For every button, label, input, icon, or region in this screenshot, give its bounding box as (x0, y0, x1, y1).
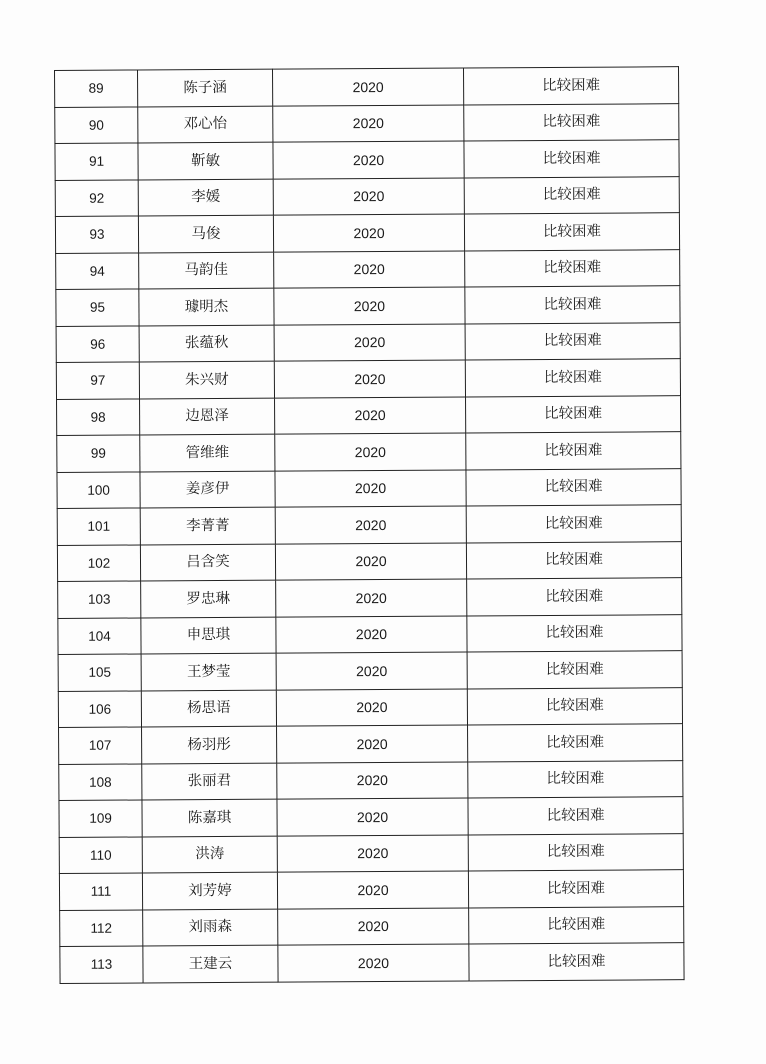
table-row (59, 797, 683, 837)
student-name-cell: 边恩泽 (140, 398, 275, 435)
difficulty-level-cell: 比较困难 (467, 687, 682, 725)
difficulty-level-cell: 比较困难 (464, 213, 679, 251)
difficulty-level-cell: 比较困难 (468, 870, 683, 908)
year-cell: 2020 (273, 104, 464, 142)
row-number-cell: 102 (57, 544, 140, 581)
difficulty-level-cell: 比较困难 (466, 395, 681, 433)
difficulty-level-cell: 比较困难 (467, 651, 682, 689)
year-cell: 2020 (278, 907, 469, 945)
difficulty-level-cell: 比较困难 (467, 578, 682, 616)
student-name-cell: 张丽君 (142, 763, 277, 800)
year-cell: 2020 (275, 396, 466, 434)
year-cell: 2020 (277, 725, 468, 763)
year-cell: 2020 (275, 506, 466, 544)
table-row (55, 140, 679, 180)
year-cell: 2020 (277, 761, 468, 799)
row-number-cell: 91 (55, 143, 138, 180)
student-name-cell: 杨思语 (141, 690, 276, 727)
row-number-cell: 107 (59, 727, 142, 764)
student-name-cell: 李媛 (138, 179, 273, 216)
student-table (54, 66, 685, 983)
table-row (59, 870, 683, 910)
difficulty-level-cell: 比较困难 (465, 249, 680, 287)
table-row (57, 541, 681, 581)
table-row (55, 176, 679, 216)
table-row (56, 286, 680, 326)
difficulty-level-cell: 比较困难 (466, 505, 681, 543)
row-number-cell: 90 (55, 106, 138, 143)
student-name-cell: 刘雨森 (143, 909, 278, 946)
row-number-cell: 106 (58, 690, 141, 727)
student-name-cell: 张蕴秋 (139, 325, 274, 362)
table-row (58, 651, 682, 691)
student-table-wrapper (54, 66, 680, 983)
year-cell: 2020 (274, 323, 465, 361)
year-cell: 2020 (277, 871, 468, 909)
row-number-cell: 111 (59, 873, 142, 910)
difficulty-level-cell: 比较困难 (469, 906, 684, 944)
student-name-cell: 王建云 (143, 945, 278, 982)
student-name-cell: 王梦莹 (141, 653, 276, 690)
row-number-cell: 104 (58, 617, 141, 654)
row-number-cell: 97 (56, 362, 139, 399)
row-number-cell: 103 (58, 581, 141, 618)
table-row (56, 322, 680, 362)
difficulty-level-cell: 比较困难 (466, 468, 681, 506)
difficulty-level-cell: 比较困难 (464, 176, 679, 214)
year-cell: 2020 (277, 834, 468, 872)
student-name-cell: 邓心怡 (138, 106, 273, 143)
difficulty-level-cell: 比较困难 (466, 432, 681, 470)
row-number-cell: 94 (56, 252, 139, 289)
difficulty-level-cell: 比较困难 (468, 724, 683, 762)
student-name-cell: 陈嘉琪 (142, 799, 277, 836)
row-number-cell: 89 (55, 70, 138, 107)
year-cell: 2020 (276, 615, 467, 653)
row-number-cell: 101 (57, 508, 140, 545)
year-cell: 2020 (273, 214, 464, 252)
student-name-cell: 靳敏 (138, 142, 273, 179)
difficulty-level-cell: 比较困难 (465, 286, 680, 324)
year-cell: 2020 (273, 141, 464, 179)
year-cell: 2020 (275, 542, 466, 580)
difficulty-level-cell: 比较困难 (469, 943, 684, 981)
year-cell: 2020 (274, 287, 465, 325)
student-name-cell: 管维维 (140, 434, 275, 471)
row-number-cell: 99 (57, 435, 140, 472)
student-name-cell: 洪涛 (142, 836, 277, 873)
difficulty-level-cell: 比较困难 (465, 359, 680, 397)
student-name-cell: 朱兴财 (139, 361, 274, 398)
table-row (57, 468, 681, 508)
table-row (55, 103, 679, 143)
student-name-cell: 陈子涵 (138, 69, 273, 106)
year-cell: 2020 (276, 688, 467, 726)
student-name-cell: 马俊 (138, 215, 273, 252)
table-row (55, 213, 679, 253)
row-number-cell: 113 (60, 946, 143, 983)
table-row (59, 833, 683, 873)
year-cell: 2020 (274, 360, 465, 398)
row-number-cell: 96 (56, 325, 139, 362)
table-row (59, 760, 683, 800)
student-table-body (55, 67, 685, 983)
year-cell: 2020 (276, 652, 467, 690)
table-row (57, 432, 681, 472)
student-name-cell: 姜彦伊 (140, 471, 275, 508)
difficulty-level-cell: 比较困难 (464, 103, 679, 141)
table-row (58, 687, 682, 727)
row-number-cell: 108 (59, 763, 142, 800)
row-number-cell: 112 (60, 909, 143, 946)
year-cell: 2020 (275, 433, 466, 471)
row-number-cell: 93 (55, 216, 138, 253)
year-cell: 2020 (274, 250, 465, 288)
student-name-cell: 杨羽彤 (142, 726, 277, 763)
row-number-cell: 109 (59, 800, 142, 837)
table-row (60, 943, 684, 983)
table-row (58, 578, 682, 618)
table-row (57, 505, 681, 545)
difficulty-level-cell: 比较困难 (463, 67, 678, 105)
year-cell: 2020 (273, 177, 464, 215)
student-name-cell: 吕含笑 (140, 544, 275, 581)
year-cell: 2020 (276, 579, 467, 617)
row-number-cell: 98 (57, 398, 140, 435)
year-cell: 2020 (275, 469, 466, 507)
year-cell: 2020 (277, 798, 468, 836)
student-name-cell: 璩明杰 (139, 288, 274, 325)
difficulty-level-cell: 比较困难 (467, 614, 682, 652)
student-name-cell: 罗忠琳 (141, 580, 276, 617)
row-number-cell: 105 (58, 654, 141, 691)
student-name-cell: 李菁菁 (140, 507, 275, 544)
difficulty-level-cell: 比较困难 (464, 140, 679, 178)
table-row (56, 249, 680, 289)
year-cell: 2020 (272, 68, 463, 106)
student-name-cell: 刘芳婷 (142, 872, 277, 909)
row-number-cell: 95 (56, 289, 139, 326)
difficulty-level-cell: 比较困难 (468, 833, 683, 871)
table-row (55, 67, 679, 107)
difficulty-level-cell: 比较困难 (468, 797, 683, 835)
table-row (59, 724, 683, 764)
difficulty-level-cell: 比较困难 (466, 541, 681, 579)
student-name-cell: 马韵佳 (139, 252, 274, 289)
row-number-cell: 110 (59, 836, 142, 873)
difficulty-level-cell: 比较困难 (465, 322, 680, 360)
table-row (57, 395, 681, 435)
table-row (60, 906, 684, 946)
table-row (58, 614, 682, 654)
row-number-cell: 100 (57, 471, 140, 508)
difficulty-level-cell: 比较困难 (468, 760, 683, 798)
student-name-cell: 申思琪 (141, 617, 276, 654)
year-cell: 2020 (278, 944, 469, 982)
table-row (56, 359, 680, 399)
row-number-cell: 92 (55, 179, 138, 216)
